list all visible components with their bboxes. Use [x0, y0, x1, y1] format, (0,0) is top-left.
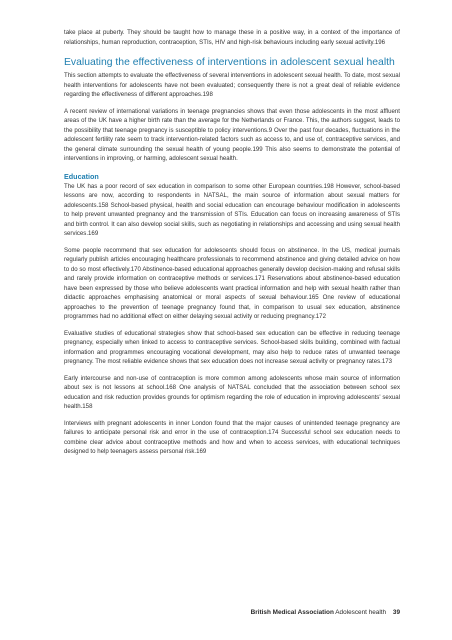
section-paragraph-1: This section attempts to evaluate the effectiveness of several interventions in adolescent sexual health. To date, most sexual health interventions for adolescents have not been evaluated; consequently there is not a great deal of reliable evidence regarding the effectiveness of different approaches.198 [64, 72, 400, 98]
education-heading: Education [64, 171, 99, 181]
page-footer [0, 609, 400, 616]
document-body [64, 28, 400, 464]
education-paragraph-3: Evaluative studies of educational strategies show that school-based sex education can be effective in reducing teenage pregnancy, especially when linked to access to contraceptive services. School-based skills building, combined with factual information and programmes encouraging vocational development, may also help to reduce rates of unwanted teenage pregnancy. The most reliable evidence shows that sex education does not increase sexual activity or pregnancy rates.173 [64, 329, 400, 365]
intro-paragraph: take place at puberty. They should be taught how to manage these in a positive way, in a context of the importance of relationships, human reproduction, contraception, STIs, HIV and high-risk behaviours including early sexual activity.196 [64, 29, 400, 46]
footer-title: Adolescent health [335, 609, 387, 616]
footer-org: British Medical Association [250, 609, 334, 616]
page-number: 39 [392, 609, 400, 616]
education-paragraph-4: Early intercourse and non-use of contraception is more common among adolescents whose main source of information about sex is not lessons at school.168 One analysis of NATSAL concluded that the association between school sex education and risk reduction provides grounds for optimism regarding the role of education in improving adolescents' sexual health.158 [64, 374, 400, 410]
education-paragraph-2: Some people recommend that sex education for adolescents should focus on abstinence. In the US, medical journals regularly publish articles encouraging healthcare professionals to recommend abstinence and giving detailed advice on how to do so most effectively.170 Abstinence-based educational approaches generally develop decision-making and refusal skills and rarely provide information on contraceptive methods or services.171 Reservations about abstinence-based education have been expressed by those who believe adolescents want practical information and help with sexual health rather than didactic approaches emphasising anatomical or moral aspects of sexual behaviour.165 One review of educational approaches to the prevention of teenage pregnancy found that, in comparison to usual sex education, abstinence programmes had no additional effect on either delaying sexual activity or reducing pregnancy.172 [64, 246, 400, 320]
education-paragraph-5: Interviews with pregnant adolescents in inner London found that the major causes of unintended teenage pregnancy are failures to anticipate personal risk and error in the use of contraception.174 Successful school sex education needs to combine clear advice about contraceptive methods and how and when to access services, with educational techniques designed to help teenagers assess personal risk.169 [64, 419, 400, 455]
section-heading: Evaluating the effectiveness of interventions in adolescent sexual health [64, 57, 395, 68]
education-paragraph-1: The UK has a poor record of sex education in comparison to some other European countries.198 However, school-based lessons are now, according to respondents in NATSAL, the main source of information about sexual matters for adolescents.158 School-based physical, health and social education can encourage behaviour modification in adolescents to help prevent unwanted pregnancy and the transmission of STIs. Education can focus on increasing awareness of STIs and birth control. It can also develop social skills, such as negotiating in relationships and accessing and using sexual health services.169 [64, 182, 400, 237]
section-paragraph-2: A recent review of international variations in teenage pregnancies shows that even those adolescents in the most affluent areas of the UK have a higher birth rate than the average for the Netherlands or France. This, the authors suggest, leads to the possibility that teenage pregnancy is susceptible to policy interventions.9 Over the past four decades, fluctuations in the adolescent fertility rate seem to track intervention-related factors such as access to, and use of, contraceptive services, and the general climate surrounding the sexual health of young people.199 This also seems to demonstrate the potential of interventions in improving, or harming, adolescent sexual health. [64, 107, 400, 162]
